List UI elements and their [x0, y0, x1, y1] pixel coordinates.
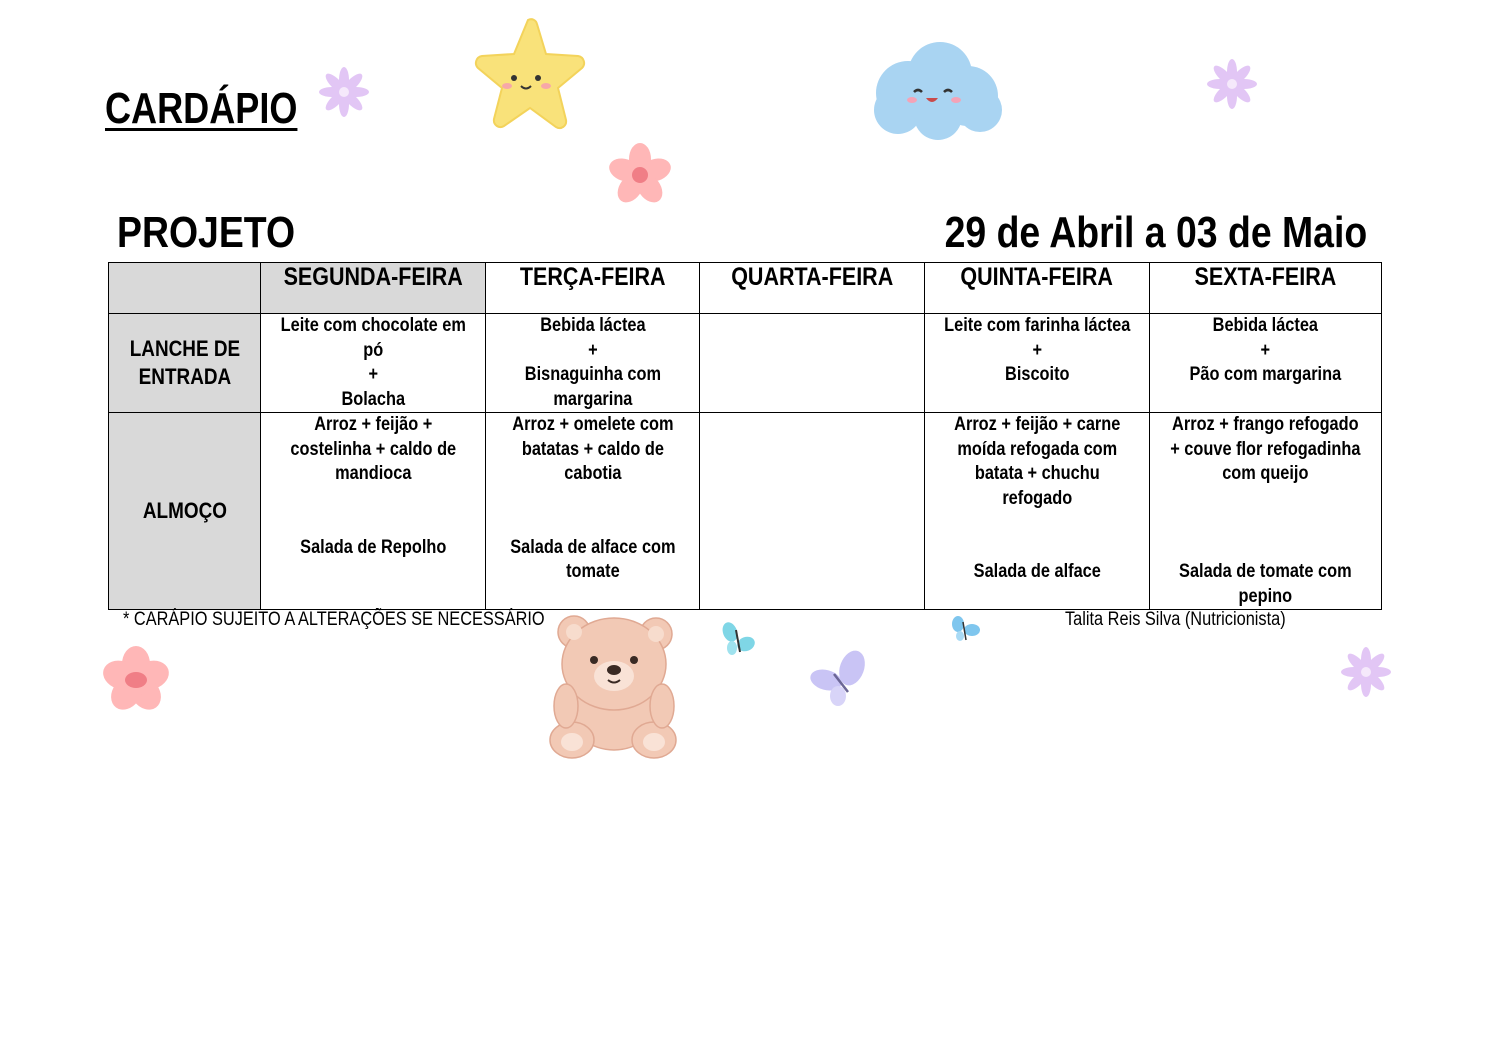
menu-cell: Arroz + omelete com batatas + caldo de cabotia Salada de alface com tomate [486, 413, 700, 610]
menu-cell: Bebida láctea + Bisnaguinha com margarina [486, 314, 700, 413]
menu-header-row [109, 263, 1382, 314]
butterfly-icon [804, 646, 872, 710]
row-label-lunch: ALMOÇO [109, 413, 261, 610]
flower-icon [94, 646, 178, 714]
day-header-thursday: QUINTA-FEIRA [925, 263, 1150, 314]
menu-cell: Leite com chocolate em pó + Bolacha [261, 314, 486, 413]
butterfly-icon [718, 620, 758, 660]
menu-cell: Bebida láctea + Pão com margarina [1150, 314, 1382, 413]
date-range: 29 de Abril a 03 de Maio [944, 208, 1367, 257]
table-row-lunch [109, 413, 1382, 610]
menu-cell: Arroz + feijão + carne moída refogada com batata + chuchu refogado Salada de alface [925, 413, 1150, 610]
flower-icon [608, 142, 672, 208]
cloud-icon [868, 38, 1008, 143]
project-label: PROJETO [117, 208, 296, 257]
day-header-tuesday: TERÇA-FEIRA [486, 263, 700, 314]
menu-cell: Arroz + feijão + costelinha + caldo de mandioca Salada de Repolho [261, 413, 486, 610]
table-row-snack [109, 314, 1382, 413]
menu-cell-empty [700, 314, 925, 413]
flower-icon [1340, 646, 1392, 698]
day-header-friday: SEXTA-FEIRA [1150, 263, 1382, 314]
menu-table [108, 262, 1382, 610]
star-icon [470, 14, 600, 144]
disclaimer-note: * CARÁPIO SUJEITO A ALTERAÇÕES SE NECESSÁRIO [123, 609, 545, 630]
menu-cell-empty [700, 413, 925, 610]
corner-cell [109, 263, 261, 314]
menu-cell: Leite com farinha láctea + Biscoito [925, 314, 1150, 413]
day-header-monday: SEGUNDA-FEIRA [261, 263, 486, 314]
butterfly-icon [948, 614, 982, 644]
row-label-snack: LANCHE DE ENTRADA [109, 314, 261, 413]
day-header-wednesday: QUARTA-FEIRA [700, 263, 925, 314]
menu-cell: Arroz + frango refogado + couve flor refogadinha com queijo Salada de tomate com pepino [1150, 413, 1382, 610]
flower-icon [1206, 58, 1258, 110]
flower-icon [318, 66, 370, 118]
page-title: CARDÁPIO [105, 84, 298, 133]
teddy-bear-icon [546, 612, 682, 760]
nutritionist-signature: Talita Reis Silva (Nutricionista) [1065, 609, 1286, 630]
